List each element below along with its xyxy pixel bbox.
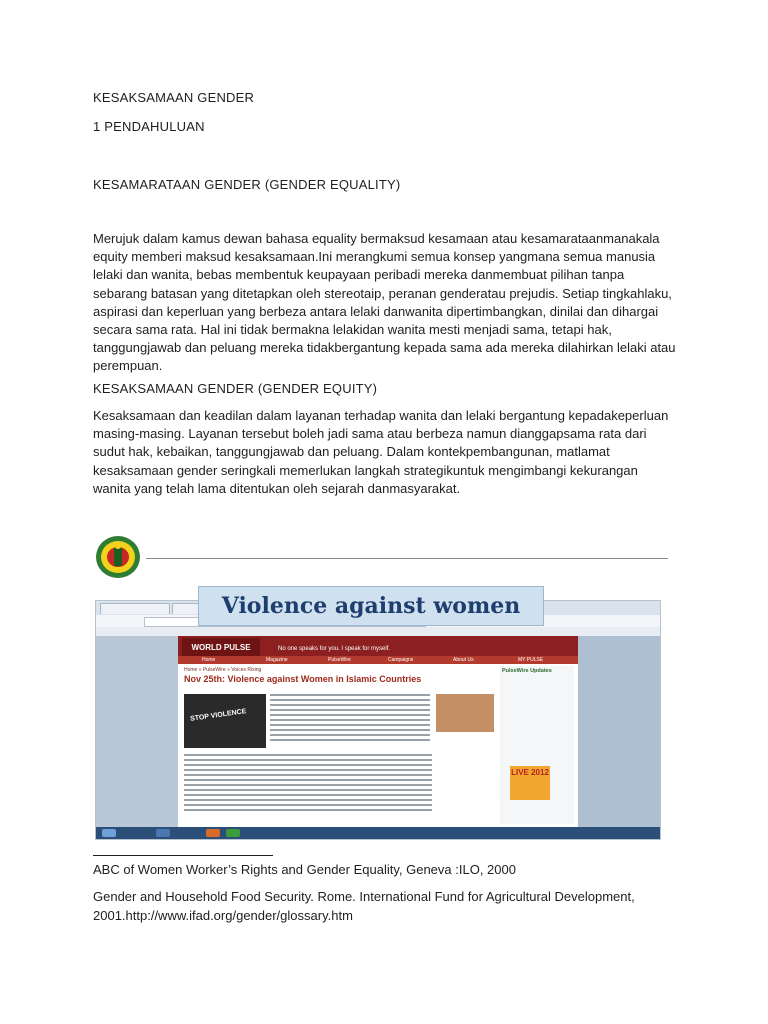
start-icon bbox=[102, 829, 116, 837]
nav-item: MY PULSE bbox=[518, 657, 544, 663]
article-headline: Nov 25th: Violence against Women in Islamic Countries bbox=[184, 674, 422, 684]
desktop-background-left bbox=[96, 636, 178, 828]
footnote-1: ABC of Women Worker’s Rights and Gender Equality, Geneva :ILO, 2000 bbox=[93, 862, 516, 877]
world-pulse-logo: WORLD PULSE bbox=[182, 638, 260, 656]
world-pulse-webpage bbox=[178, 636, 578, 828]
section-heading-gender-equity: KESAKSAMAAN GENDER (GENDER EQUITY) bbox=[93, 381, 378, 396]
desktop-background-right bbox=[578, 636, 661, 828]
site-breadcrumb: Home » PulseWire » Voices Rising bbox=[184, 667, 262, 673]
horizontal-rule bbox=[146, 558, 668, 559]
protest-photo bbox=[184, 694, 266, 748]
figure-banner bbox=[198, 586, 544, 626]
section-heading-gender-equality: KESAMARATAAN GENDER (GENDER EQUALITY) bbox=[93, 177, 401, 192]
browser-tab bbox=[100, 603, 170, 614]
taskbar-app-icon bbox=[156, 829, 170, 837]
paragraph-gender-equity: Kesaksamaan dan keadilan dalam layanan terhadap wanita dan lelaki bergantung kepadakeperluan masing-masing. Layanan tersebut boleh jadi sama atau berbeza namun dianggapsama rata dari sudut hak, kebaikan, tanggungjawab dan peluang. Dalam kontekpembangunan, matlamat kesaksamaan gender seringkali memerlukan langkah strategikuntuk mengimbangi kekurangan wanita yang telah lama ditentukan oleh sejarah danmasyarakat. bbox=[93, 408, 669, 496]
paragraph-gender-equality: Merujuk dalam kamus dewan bahasa equality bermaksud kesamaan atau kesamarataanmanakala equity memberi maksud kesaksamaan.Ini merangkumi semua konsep yangmana semua manusia lelaki dan wanita, bebas membentuk keupayaan peribadi mereka danmembuat pilihan tanpa sebarang batasan yang ditetapkan oleh stereotaip, peranan genderatau prejudis. Setiap tingkahlaku, aspirasi dan keperluan yang berbeza antara lelaki danwanita dipertimbangkan, dinilai dan dihargai secara sama rata. Hal ini tidak bermakna lelakidan wanita mesti menjadi sama, tetapi hak, tanggungjawab dan peluang mereka tidakbergantung kepada sama ada mereka dilahirkan lelaki atau perempuan. bbox=[93, 231, 676, 374]
nav-item: Campaigns bbox=[388, 657, 414, 663]
bookmarks-bar bbox=[96, 627, 660, 636]
footnote-2: Gender and Household Food Security. Rome. International Fund for Agricultural Development, 2001.http://www.ifad.org/gender/glossary.htm bbox=[93, 889, 635, 923]
taskbar-app-icon bbox=[226, 829, 240, 837]
footnote-separator bbox=[93, 855, 273, 856]
sidebar-title: PulseWire Updates bbox=[502, 668, 552, 674]
site-nav bbox=[178, 656, 578, 664]
nav-item: Home bbox=[202, 657, 216, 663]
figure-screenshot bbox=[95, 600, 661, 840]
live-badge: LIVE 2012 bbox=[510, 766, 550, 800]
hand-photo bbox=[436, 694, 494, 732]
nav-item: Magazine bbox=[266, 657, 288, 663]
nav-item: PulseWire bbox=[328, 657, 351, 663]
article-intro-text bbox=[270, 694, 430, 744]
emblem-logo bbox=[94, 534, 142, 580]
site-tagline: No one speaks for you. I speak for myself. bbox=[278, 646, 391, 652]
site-header bbox=[178, 636, 578, 664]
section-heading-introduction: 1 PENDAHULUAN bbox=[93, 119, 205, 134]
nav-item: About Us bbox=[453, 657, 474, 663]
photo-sign-text: STOP VIOLENCE bbox=[189, 708, 247, 723]
os-taskbar bbox=[96, 827, 660, 839]
taskbar-app-icon bbox=[206, 829, 220, 837]
article-body-text bbox=[184, 754, 432, 814]
site-sidebar bbox=[500, 666, 574, 824]
document-title: KESAKSAMAAN GENDER bbox=[93, 90, 255, 105]
banner-title: Violence against women bbox=[221, 593, 521, 619]
